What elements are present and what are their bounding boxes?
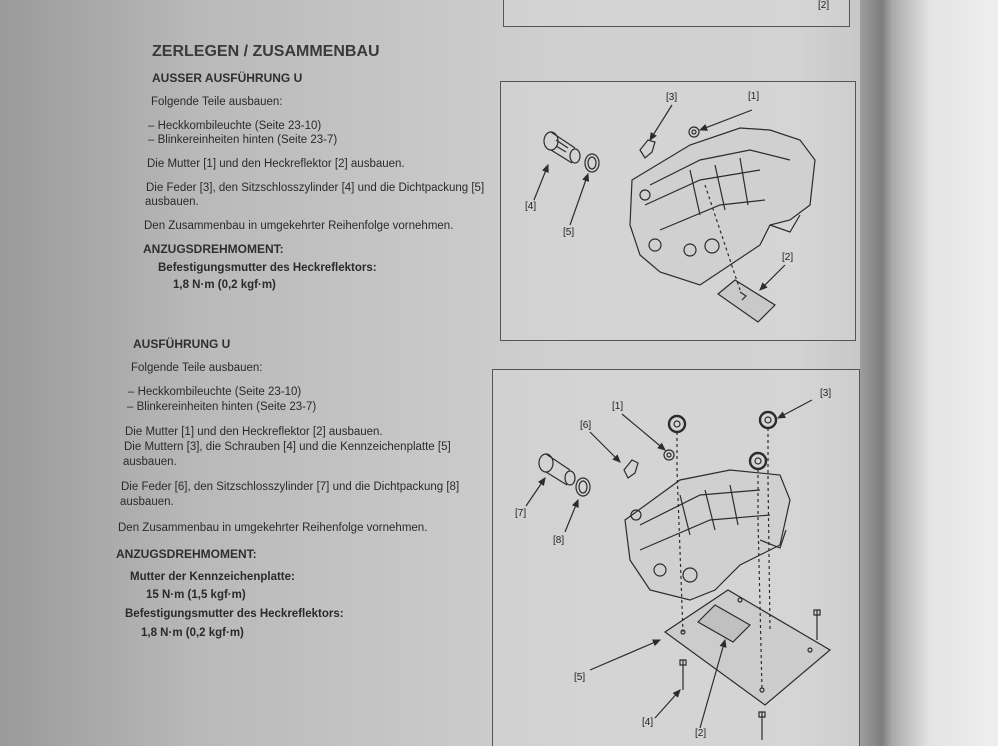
top-figure-callout: [2] <box>818 0 830 11</box>
figure2-license-plate <box>665 590 830 705</box>
section2-torque-item1: Mutter der Kennzeichenplatte: <box>130 571 295 583</box>
figure2-callout-4: [4] <box>642 717 654 728</box>
section2-step3b: ausbauen. <box>120 496 174 508</box>
figure1-callout-5: [5] <box>563 227 575 238</box>
section-title: ZERLEGEN / ZUSAMMENBAU <box>152 43 380 60</box>
section2-torque-item2: Befestigungsmutter des Heckreflektors: <box>125 608 344 620</box>
section1-remove-intro: Folgende Teile ausbauen: <box>151 96 283 108</box>
figure2-lock-cylinder <box>539 454 575 485</box>
section2-torque-heading: ANZUGSDREHMOMENT: <box>116 547 257 561</box>
section1-step2b: ausbauen. <box>145 196 199 208</box>
section2-reassembly: Den Zusammenbau in umgekehrter Reihenfolge vornehmen. <box>118 522 428 534</box>
section2-item-2: – Blinkereinheiten hinten (Seite 23-7) <box>127 401 317 413</box>
section1-step2a: Die Feder [3], den Sitzschlosszylinder [4] und die Dichtpackung [5] <box>146 182 485 194</box>
section2-subtitle: AUSFÜHRUNG U <box>133 337 231 351</box>
figure2-callout-8: [8] <box>553 535 565 546</box>
section1-item-2: – Blinkereinheiten hinten (Seite 23-7) <box>148 134 338 146</box>
section1-step1: Die Mutter [1] und den Heckreflektor [2] ausbauen. <box>147 158 405 170</box>
section1-torque-heading: ANZUGSDREHMOMENT: <box>143 242 284 256</box>
section2-step2a: Die Muttern [3], die Schrauben [4] und die Kennzeichenplatte [5] <box>124 441 451 453</box>
section2-torque-value1: 15 N·m (1,5 kgf·m) <box>146 589 246 601</box>
figure2-callout-1: [1] <box>612 401 624 412</box>
figure2-callout-3: [3] <box>820 388 832 399</box>
section2-item-1: – Heckkombileuchte (Seite 23-10) <box>128 386 302 398</box>
figure2-bracket <box>625 470 790 600</box>
section1-torque-item: Befestigungsmutter des Heckreflektors: <box>158 262 377 274</box>
section1-item-1: – Heckkombileuchte (Seite 23-10) <box>148 120 322 132</box>
section2-remove-intro: Folgende Teile ausbauen: <box>131 362 263 374</box>
figure2-callout-2: [2] <box>695 728 707 739</box>
section1-torque-value: 1,8 N·m (0,2 kgf·m) <box>173 279 276 291</box>
figure1-callout-1: [1] <box>748 91 760 102</box>
figure2-spring <box>624 460 638 478</box>
figure2-callout-5: [5] <box>574 672 586 683</box>
section2-step3a: Die Feder [6], den Sitzschlosszylinder [7] und die Dichtpackung [8] <box>121 481 460 493</box>
section2-step1: Die Mutter [1] und den Heckreflektor [2] ausbauen. <box>125 426 383 438</box>
figure1-callout-4: [4] <box>525 201 537 212</box>
section1-subtitle: AUSSER AUSFÜHRUNG U <box>152 71 303 85</box>
figure1-callout-2: [2] <box>782 252 794 263</box>
section2-torque-value2: 1,8 N·m (0,2 kgf·m) <box>141 627 244 639</box>
figure1-callout-3: [3] <box>666 92 678 103</box>
figure2-nuts <box>664 412 776 469</box>
figure2-callout-7: [7] <box>515 508 527 519</box>
section2-step2b: ausbauen. <box>123 456 177 468</box>
figure2-callout-6: [6] <box>580 420 592 431</box>
section1-reassembly: Den Zusammenbau in umgekehrter Reihenfolge vornehmen. <box>144 220 454 232</box>
